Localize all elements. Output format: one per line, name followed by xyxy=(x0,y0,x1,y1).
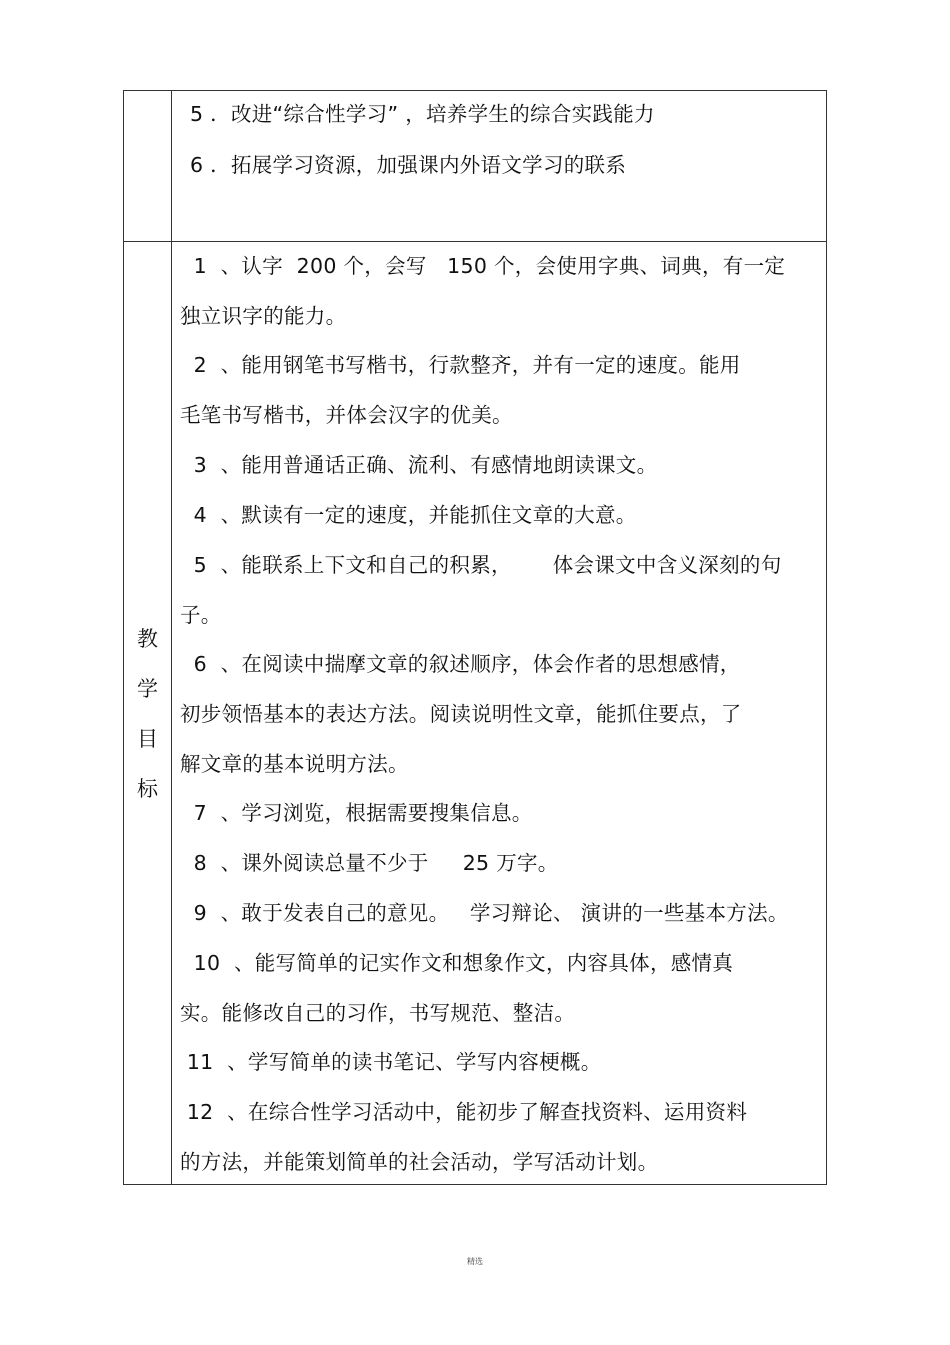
objectives-label-char: 标 xyxy=(137,777,158,801)
objective-line: 10 、能写简单的记实作文和想象作文，内容具体，感情真 xyxy=(180,951,734,975)
objective-line: 子。 xyxy=(180,603,222,627)
curriculum-table xyxy=(123,90,827,1185)
objective-line: 1 、认字 200 个，会写 150 个，会使用字典、词典，有一定 xyxy=(180,254,786,278)
objective-line: 实。能修改自己的习作，书写规范、整洁。 xyxy=(180,1001,576,1025)
objective-line: 解文章的基本说明方法。 xyxy=(180,752,409,776)
objective-line: 4 、默读有一定的速度，并能抓住文章的大意。 xyxy=(180,503,637,527)
column-divider xyxy=(171,91,172,1184)
objective-line: 初步领悟基本的表达方法。阅读说明性文章，能抓住要点，了 xyxy=(180,702,742,726)
objective-line: 的方法，并能策划简单的社会活动，学写活动计划。 xyxy=(180,1150,659,1174)
objectives-label-char: 学 xyxy=(137,677,158,701)
objective-line: 2 、能用钢笔书写楷书，行款整齐，并有一定的速度。能用 xyxy=(180,353,741,377)
objective-line: 3 、能用普通话正确、流利、有感情地朗读课文。 xyxy=(180,453,658,477)
objective-line: 12 、在综合性学习活动中，能初步了解查找资料、运用资料 xyxy=(180,1100,748,1124)
objective-line: 毛笔书写楷书，并体会汉字的优美。 xyxy=(180,403,513,427)
page-footer: 精选 xyxy=(467,1257,483,1266)
objectives-label-char: 教 xyxy=(137,627,158,651)
objective-line: 6 、在阅读中揣摩文章的叙述顺序，体会作者的思想感情， xyxy=(180,652,741,676)
objectives-label-char: 目 xyxy=(137,727,158,751)
objective-line: 5 、能联系上下文和自己的积累， 体会课文中含义深刻的句 xyxy=(180,553,782,577)
objective-line: 独立识字的能力。 xyxy=(180,304,347,328)
objective-line: 8 、课外阅读总量不少于 25 万字。 xyxy=(180,851,559,875)
top-row-line-2: 6 ．拓展学习资源，加强课内外语文学习的联系 xyxy=(190,153,627,177)
top-row-line-1: 5 ．改进“综合性学习” ，培养学生的综合实践能力 xyxy=(190,102,655,126)
objective-line: 11 、学写简单的读书笔记、学写内容梗概。 xyxy=(180,1050,602,1074)
objective-line: 9 、敢于发表自己的意见。 学习辩论、 演讲的一些基本方法。 xyxy=(180,901,789,925)
objective-line: 7 、学习浏览，根据需要搜集信息。 xyxy=(180,801,533,825)
row-divider xyxy=(124,241,826,242)
